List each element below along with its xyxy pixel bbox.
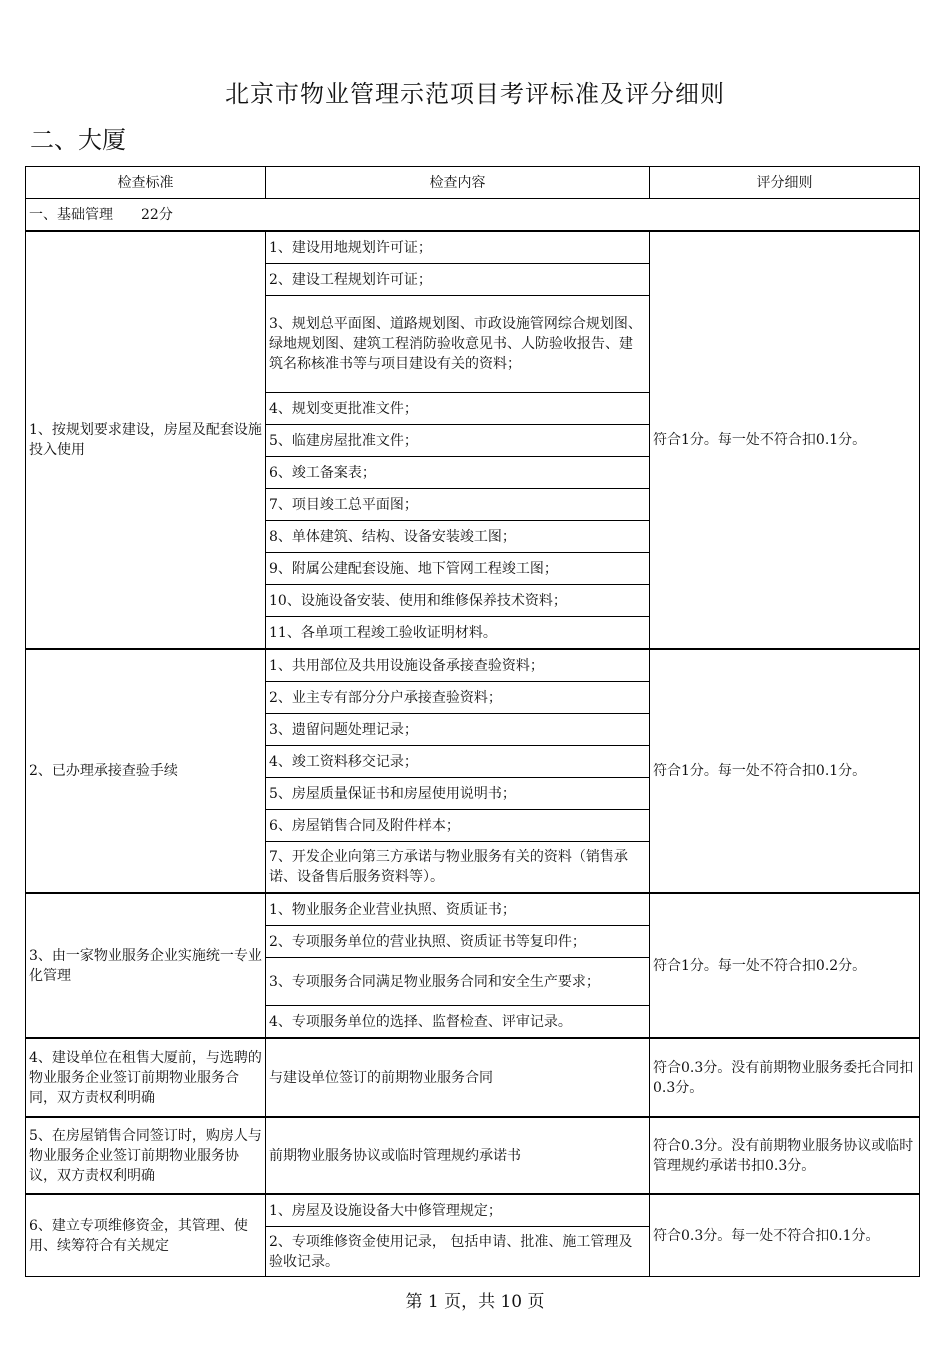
header-score: 评分细则	[650, 167, 920, 199]
header-standard: 检查标准	[26, 167, 266, 199]
header-content: 检查内容	[266, 167, 650, 199]
standard-cell: 1、按规划要求建设，房屋及配套设施投入使用	[26, 231, 266, 649]
section-heading: 一、基础管理 22分	[26, 199, 920, 232]
content-cell: 3、规划总平面图、道路规划图、市政设施管网综合规划图、绿地规划图、建筑工程消防验收意见书、人防验收报告、建筑名称核准书等与项目建设有关的资料；	[266, 296, 650, 393]
content-cell: 1、建设用地规划许可证；	[266, 231, 650, 264]
score-cell: 符合0.3分。没有前期物业服务委托合同扣0.3分。	[650, 1038, 920, 1117]
table-row	[26, 893, 920, 926]
content-cell: 4、竣工资料移交记录；	[266, 746, 650, 778]
standard-cell: 6、建立专项维修资金，其管理、使用、续筹符合有关规定	[26, 1194, 266, 1277]
content-cell: 11、各单项工程竣工验收证明材料。	[266, 617, 650, 650]
table-row	[26, 231, 920, 264]
content-cell: 8、单体建筑、结构、设备安装竣工图；	[266, 521, 650, 553]
content-cell: 5、临建房屋批准文件；	[266, 425, 650, 457]
standard-cell: 4、建设单位在租售大厦前，与选聘的物业服务企业签订前期物业服务合同，双方责权利明确	[26, 1038, 266, 1117]
standard-cell: 2、已办理承接查验手续	[26, 649, 266, 893]
table-header-row	[26, 167, 920, 199]
content-cell: 2、建设工程规划许可证；	[266, 264, 650, 296]
content-cell: 9、附属公建配套设施、地下管网工程竣工图；	[266, 553, 650, 585]
table-row	[26, 1038, 920, 1117]
page-footer: 第 1 页，共 10 页	[405, 1292, 545, 1312]
content-cell: 1、物业服务企业营业执照、资质证书；	[266, 893, 650, 926]
score-cell: 符合0.3分。没有前期物业服务协议或临时管理规约承诺书扣0.3分。	[650, 1117, 920, 1194]
page-title: 北京市物业管理示范项目考评标准及评分细则	[225, 80, 725, 108]
content-cell: 4、规划变更批准文件；	[266, 393, 650, 425]
score-cell: 符合0.3分。每一处不符合扣0.1分。	[650, 1194, 920, 1277]
table-row	[26, 649, 920, 682]
table-row	[26, 1194, 920, 1227]
section-subtitle: 二、大厦	[30, 126, 126, 154]
content-cell: 7、项目竣工总平面图；	[266, 489, 650, 521]
content-cell: 5、房屋质量保证书和房屋使用说明书；	[266, 778, 650, 810]
content-cell: 1、共用部位及共用设施设备承接查验资料；	[266, 649, 650, 682]
content-cell: 1、房屋及设施设备大中修管理规定；	[266, 1194, 650, 1227]
content-cell: 4、专项服务单位的选择、监督检查、评审记录。	[266, 1006, 650, 1039]
content-cell: 前期物业服务协议或临时管理规约承诺书	[266, 1117, 650, 1194]
content-cell: 7、开发企业向第三方承诺与物业服务有关的资料（销售承诺、设备售后服务资料等）。	[266, 842, 650, 894]
content-cell: 2、专项维修资金使用记录， 包括申请、批准、施工管理及验收记录。	[266, 1227, 650, 1277]
content-cell: 6、竣工备案表；	[266, 457, 650, 489]
content-cell: 3、专项服务合同满足物业服务合同和安全生产要求；	[266, 958, 650, 1006]
content-cell: 与建设单位签订的前期物业服务合同	[266, 1038, 650, 1117]
content-cell: 10、设施设备安装、使用和维修保养技术资料；	[266, 585, 650, 617]
content-cell: 2、专项服务单位的营业执照、资质证书等复印件；	[266, 926, 650, 958]
content-cell: 3、遗留问题处理记录；	[266, 714, 650, 746]
standard-cell: 3、由一家物业服务企业实施统一专业化管理	[26, 893, 266, 1038]
score-cell: 符合1分。每一处不符合扣0.1分。	[650, 649, 920, 893]
content-cell: 6、房屋销售合同及附件样本；	[266, 810, 650, 842]
score-cell: 符合1分。每一处不符合扣0.2分。	[650, 893, 920, 1038]
content-cell: 2、业主专有部分分户承接查验资料；	[266, 682, 650, 714]
score-cell: 符合1分。每一处不符合扣0.1分。	[650, 231, 920, 649]
table-row	[26, 1117, 920, 1194]
section-row	[26, 199, 920, 232]
evaluation-table	[25, 166, 920, 1277]
standard-cell: 5、在房屋销售合同签订时，购房人与物业服务企业签订前期物业服务协议，双方责权利明确	[26, 1117, 266, 1194]
